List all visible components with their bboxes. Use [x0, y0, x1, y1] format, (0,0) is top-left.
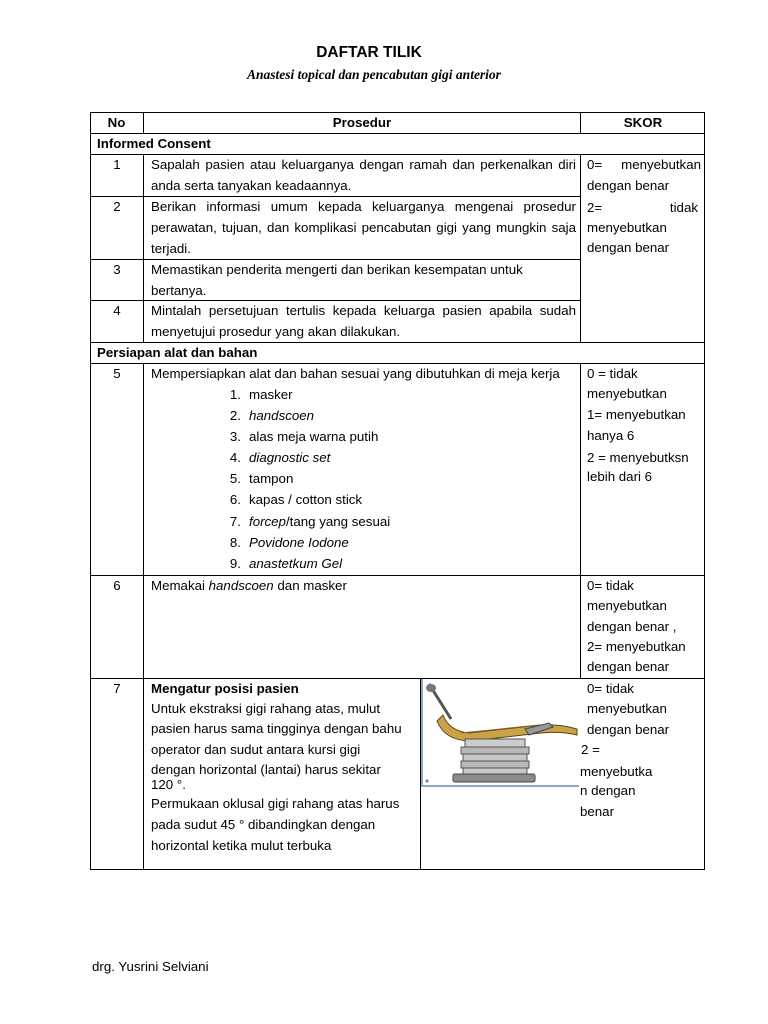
list-text: diagnostic set [249, 450, 331, 465]
skor-text: menyebutkan [587, 701, 667, 716]
list-number: 7. [229, 514, 241, 529]
list-item [211, 385, 293, 406]
row-text-em: handscoen [208, 578, 274, 593]
skor-text: 2= menyebutkan [587, 639, 686, 654]
row-text: menyetujui prosedur yang akan dilakukan. [151, 324, 401, 339]
row-text: perawatan, tujuan, dan komplikasi pencabutan gigi yang mungkin saja [151, 220, 576, 235]
row-heading: Mengatur posisi pasien [151, 681, 299, 696]
list-number: 4. [229, 450, 241, 465]
skor-text: dengan benar [587, 240, 670, 255]
row-text [151, 576, 347, 597]
list-text: alas meja warna putih [249, 429, 379, 444]
row-number: 5 [113, 366, 121, 381]
skor-text: 0 = tidak [587, 366, 638, 381]
list-item [211, 554, 342, 575]
list-text: tampon [249, 471, 294, 486]
skor-text: dengan benar [587, 659, 670, 674]
row-text: operator dan sudut antara kursi gigi [151, 742, 361, 757]
list-number: 6. [229, 492, 241, 507]
skor-text: 2 = [581, 742, 600, 757]
skor-text: dengan benar [587, 178, 670, 193]
skor-text: 0= tidak [587, 681, 634, 696]
header-prosedur: Prosedur [332, 115, 392, 130]
skor-text: lebih dari 6 [587, 469, 653, 484]
section-informed-consent: Informed Consent [97, 136, 211, 151]
author-footer: drg. Yusrini Selviani [92, 959, 209, 974]
row-text: Sapalah pasien atau keluarganya dengan ramah dan perkenalkan diri [151, 157, 576, 172]
list-item [211, 448, 330, 469]
row-text: Berikan informasi umum kepada keluarganya mengenai prosedur [151, 199, 576, 214]
skor-text: 2= tidak [587, 200, 698, 215]
row-text: pasien harus sama tingginya dengan bahu [151, 721, 402, 736]
row-text: Mempersiapkan alat dan bahan sesuai yang dibutuhkan di meja kerja [151, 366, 560, 381]
row-number: 3 [113, 262, 121, 277]
list-text: kapas / cotton stick [249, 492, 363, 507]
row-text: anda serta tanyakan keadaannya. [151, 178, 352, 193]
list-text-em: forcep [249, 514, 286, 529]
list-item [211, 512, 390, 533]
row-text: Memastikan penderita mengerti dan berikan kesempatan untuk [151, 262, 523, 277]
row-text: Permukaan oklusal gigi rahang atas harus [151, 796, 400, 811]
skor-text: benar [580, 804, 615, 819]
list-number: 9. [229, 556, 241, 571]
skor-text: menyebutkan [587, 220, 667, 235]
list-item [211, 406, 314, 427]
row-text: dengan horizontal (lantai) harus sekitar [151, 762, 381, 777]
skor-text: 0= menyebutkan [587, 157, 701, 172]
row-text: Mintalah persetujuan tertulis kepada keluarga pasien apabila sudah [151, 303, 576, 318]
skor-text: menyebutkan [587, 598, 667, 613]
list-item [211, 469, 293, 490]
row-text: pada sudut 45 ° dibandingkan dengan [151, 817, 376, 832]
doc-title: DAFTAR TILIK [316, 44, 422, 61]
row-text: 120 °. [151, 777, 186, 792]
skor-text: menyebutka [580, 764, 653, 779]
list-number: 3. [229, 429, 241, 444]
list-item [211, 533, 349, 554]
row-number: 6 [113, 578, 121, 593]
header-skor: SKOR [623, 115, 663, 130]
row-number: 7 [113, 681, 121, 696]
list-number: 8. [229, 535, 241, 550]
skor-text: 0= tidak [587, 578, 634, 593]
skor-text: 1= menyebutkan [587, 407, 686, 422]
doc-subtitle: Anastesi topical dan pencabutan gigi anterior [247, 67, 501, 82]
list-text: Povidone Iodone [249, 535, 349, 550]
list-number: 5. [229, 471, 241, 486]
skor-text: dengan benar [587, 722, 670, 737]
row-number: 2 [113, 199, 121, 214]
list-number: 2. [229, 408, 241, 423]
list-text: /tang yang sesuai [285, 514, 391, 529]
row-number: 4 [113, 303, 121, 318]
row-text: bertanya. [151, 283, 207, 298]
row-text: Untuk ekstraksi gigi rahang atas, mulut [151, 701, 381, 716]
row-text: horizontal ketika mulut terbuka [151, 838, 332, 853]
skor-text: 2 = menyebutksn [587, 450, 689, 465]
list-item [211, 490, 362, 511]
skor-text: menyebutkan [587, 386, 667, 401]
list-item [211, 427, 378, 448]
skor-text: dengan benar , [587, 619, 677, 634]
list-text: masker [249, 387, 293, 402]
dental-chair-image [421, 679, 579, 787]
list-number: 1. [229, 387, 241, 402]
skor-text: hanya 6 [587, 428, 635, 443]
row-number: 1 [113, 157, 121, 172]
row-text-post: dan masker [273, 578, 347, 593]
skor-text: n dengan [580, 783, 636, 798]
row-text: terjadi. [151, 241, 191, 256]
list-text: handscoen [249, 408, 315, 423]
section-persiapan: Persiapan alat dan bahan [97, 345, 258, 360]
row-text-pre: Memakai [151, 578, 209, 593]
header-no: No [107, 115, 126, 130]
list-text: anastetkum Gel [249, 556, 343, 571]
